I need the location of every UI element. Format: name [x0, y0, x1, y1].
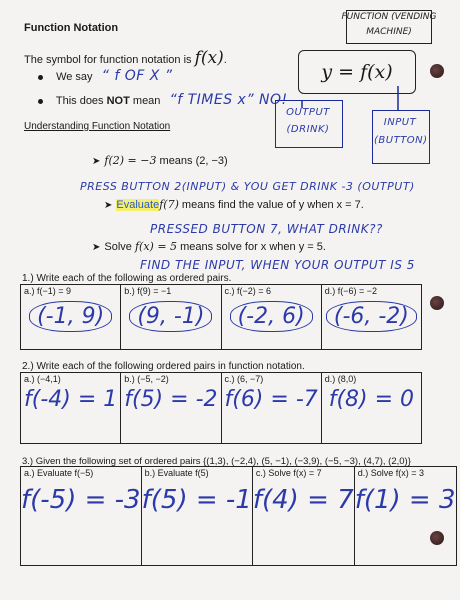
q2-cell-answer: f(8) = 0 [328, 387, 415, 412]
bullet-label-bold: NOT [106, 95, 130, 107]
q1-cell-answer: (-2, 6) [230, 301, 313, 332]
intro-text: The symbol for function notation is [24, 54, 192, 66]
q1-cell-a [21, 285, 121, 350]
bullet-we-say [38, 68, 173, 84]
example-1-note: PRESS BUTTON 2(INPUT) & YOU GET DRINK -3 (OUTPUT) [80, 180, 415, 193]
q2-cell-answer: f(6) = -7 [224, 387, 318, 412]
function-label: FUNCTION (VENDING MACHINE) [341, 12, 437, 37]
binder-hole-icon [430, 64, 444, 78]
q3-cell-label: a.) Evaluate f(−5) [24, 468, 94, 478]
q3-cell-label: c.) Solve f(x) = 7 [255, 468, 322, 478]
q1-cell-answer: (9, -1) [129, 301, 212, 332]
q2-cell-b [121, 373, 221, 444]
bullet-handwritten: “ f OF X ” [101, 68, 173, 84]
q3-cell-c [252, 467, 354, 566]
q3-table [20, 466, 457, 566]
q3-cell-answer: f(1) = 3 [354, 485, 456, 515]
q1-prompt: 1.) Write each of the following as ordered pairs. [22, 273, 232, 284]
bullet-dot-icon [38, 75, 43, 80]
q3-cell-answer: f(4) = 7 [252, 485, 354, 515]
q1-cell-label: b.) f(9) = −1 [124, 286, 172, 296]
q1-cell-answer: (-1, 9) [29, 301, 112, 332]
q3-cell-label: d.) Solve f(x) = 3 [357, 468, 424, 478]
q1-cell-answer: (-6, -2) [326, 301, 417, 332]
q3-cell-d [354, 467, 456, 566]
q1-table [20, 284, 422, 350]
q2-cell-a [21, 373, 121, 444]
page-title: Function Notation [24, 22, 119, 34]
example-2-note: PRESSED BUTTON 7, WHAT DRINK?? [150, 222, 383, 236]
q1-cell-b [121, 285, 221, 350]
intro-end: . [223, 54, 227, 66]
q2-cell-label: d.) (8,0) [324, 374, 357, 384]
q1-cell-c [221, 285, 321, 350]
q2-cell-label: c.) (6, −7) [224, 374, 264, 384]
example-1 [92, 154, 228, 167]
intro-symbol: f(x) [194, 48, 224, 68]
example-2 [104, 198, 364, 211]
diagram-arrows [270, 60, 440, 115]
bullet-handwritten: “f TIMES x” NO! [169, 92, 288, 108]
section-heading: Understanding Function Notation [24, 121, 171, 132]
q2-prompt: 2.) Write each of the following ordered pairs in function notation. [22, 361, 305, 372]
example-text: means find the value of y when x = 7. [178, 199, 364, 211]
bullet-label-post: mean [129, 95, 161, 107]
output-label: OUTPUT (DRINK) [286, 107, 330, 135]
q1-cell-label: c.) f(−2) = 6 [224, 286, 272, 296]
example-3 [92, 240, 326, 253]
binder-hole-icon [430, 296, 444, 310]
arrow-icon: ➤ [104, 200, 113, 211]
q3-cell-answer: f(5) = -1 [141, 485, 252, 515]
q3-cell-label: b.) Evaluate f(5) [144, 468, 209, 478]
q3-prompt: 3.) Given the following set of ordered pairs {(1,3), (−2,4), (5, −1), (−3,9), (−5, −3), (4,7), (2,0)} [22, 456, 411, 467]
q1-cell-d [321, 285, 421, 350]
q3-cell-b [141, 467, 252, 566]
example-pre: Solve [104, 241, 135, 253]
example-math: f(2) = −3 [104, 154, 157, 167]
equation-box: y = f(x) [298, 50, 416, 94]
q2-cell-answer: f(-4) = 1 [23, 387, 118, 412]
example-math: f(7) [159, 198, 179, 211]
example-math: f(x) = 5 [134, 240, 178, 253]
arrow-icon: ➤ [92, 156, 101, 167]
q2-cell-answer: f(5) = -2 [124, 387, 218, 412]
q2-cell-label: b.) (−5, −2) [124, 374, 169, 384]
bullet-label: We say [56, 71, 93, 83]
intro-line [24, 48, 227, 68]
bullet-dot-icon [38, 99, 43, 104]
bullet-label-pre: This does [55, 95, 107, 107]
bullet-not-mean [38, 92, 288, 108]
q3-cell-answer: f(-5) = -3 [21, 485, 141, 515]
example-text: means solve for x when y = 5. [177, 241, 326, 253]
evaluate-highlight: Evaluate [116, 199, 160, 211]
q2-cell-c [221, 373, 321, 444]
input-label: INPUT (BUTTON) [374, 117, 428, 146]
q1-cell-label: a.) f(−1) = 9 [24, 286, 72, 296]
q1-cell-label: d.) f(−6) = −2 [324, 286, 378, 296]
q3-cell-a [21, 467, 142, 566]
q2-table [20, 372, 422, 444]
arrow-icon: ➤ [92, 242, 101, 253]
example-text: means (2, −3) [156, 155, 228, 167]
example-3-note: FIND THE INPUT, WHEN YOUR OUTPUT IS 5 [140, 258, 415, 272]
q2-cell-d [321, 373, 421, 444]
q2-cell-label: a.) (−4,1) [24, 374, 61, 384]
